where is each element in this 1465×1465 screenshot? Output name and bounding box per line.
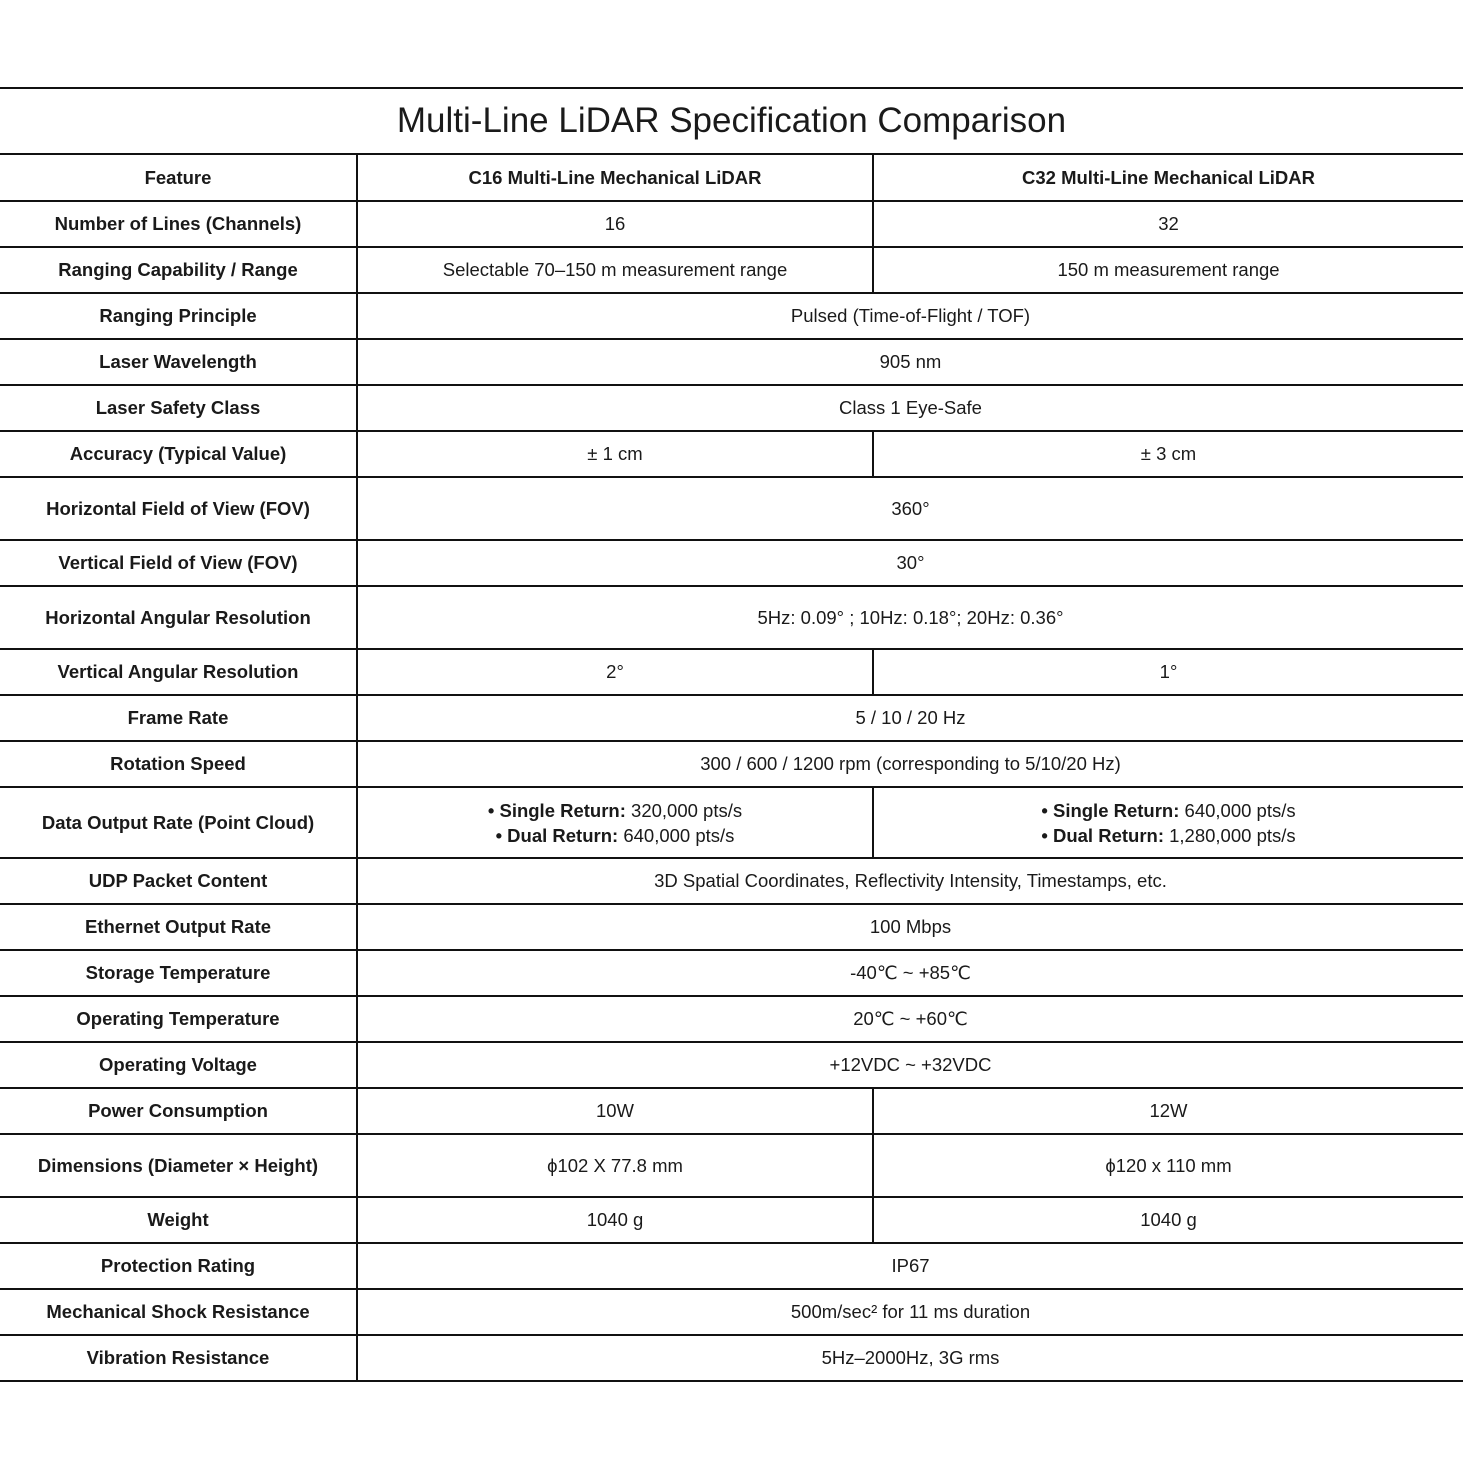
c16-cell: ± 1 cm [357, 431, 873, 477]
feature-cell: Ranging Capability / Range [0, 247, 357, 293]
table-row [0, 950, 1463, 996]
c16-cell [357, 787, 873, 858]
shared-cell: 5Hz: 0.09° ; 10Hz: 0.18°; 20Hz: 0.36° [357, 586, 1463, 649]
c32-cell: 1° [873, 649, 1463, 695]
table-row [0, 247, 1463, 293]
page-title: Multi-Line LiDAR Specification Comparison [0, 87, 1463, 155]
shared-cell: Class 1 Eye-Safe [357, 385, 1463, 431]
c16-cell: 10W [357, 1088, 873, 1134]
header-feature: Feature [0, 155, 357, 201]
feature-cell: Vertical Field of View (FOV) [0, 540, 357, 586]
shared-cell: 30° [357, 540, 1463, 586]
feature-cell: Vertical Angular Resolution [0, 649, 357, 695]
shared-cell: 300 / 600 / 1200 rpm (corresponding to 5/10/20 Hz) [357, 741, 1463, 787]
single-return-label: • Single Return: [487, 799, 626, 821]
c16-cell: 2° [357, 649, 873, 695]
table-row [0, 477, 1463, 540]
feature-cell: Ethernet Output Rate [0, 904, 357, 950]
table-row [0, 339, 1463, 385]
shared-cell: 3D Spatial Coordinates, Reflectivity Intensity, Timestamps, etc. [357, 858, 1463, 904]
c32-cell: 12W [873, 1088, 1463, 1134]
single-return-line [880, 798, 1457, 823]
shared-cell: 5Hz–2000Hz, 3G rms [357, 1335, 1463, 1381]
shared-cell: 905 nm [357, 339, 1463, 385]
c32-cell: 32 [873, 201, 1463, 247]
feature-cell: Weight [0, 1197, 357, 1243]
single-return-line [364, 798, 866, 823]
shared-cell: 5 / 10 / 20 Hz [357, 695, 1463, 741]
header-c32: C32 Multi-Line Mechanical LiDAR [873, 155, 1463, 201]
table-row [0, 904, 1463, 950]
feature-cell: Protection Rating [0, 1243, 357, 1289]
table-header-row [0, 155, 1463, 201]
c16-cell: 1040 g [357, 1197, 873, 1243]
shared-cell: 500m/sec² for 11 ms duration [357, 1289, 1463, 1335]
feature-cell: UDP Packet Content [0, 858, 357, 904]
table-row [0, 695, 1463, 741]
table-row [0, 293, 1463, 339]
c16-cell: Selectable 70–150 m measurement range [357, 247, 873, 293]
table-row [0, 741, 1463, 787]
c16-cell: 16 [357, 201, 873, 247]
single-return-value: 320,000 pts/s [625, 799, 743, 821]
c32-cell: ± 3 cm [873, 431, 1463, 477]
table-row [0, 586, 1463, 649]
feature-cell: Accuracy (Typical Value) [0, 431, 357, 477]
feature-cell: Storage Temperature [0, 950, 357, 996]
dual-return-value: 640,000 pts/s [618, 824, 735, 846]
shared-cell: 100 Mbps [357, 904, 1463, 950]
table-row [0, 1335, 1463, 1381]
shared-cell: Pulsed (Time-of-Flight / TOF) [357, 293, 1463, 339]
c32-cell [873, 787, 1463, 858]
spec-sheet [0, 87, 1463, 1382]
table-row [0, 1289, 1463, 1335]
table-row [0, 1042, 1463, 1088]
feature-cell: Rotation Speed [0, 741, 357, 787]
c32-cell: ϕ120 x 110 mm [873, 1134, 1463, 1197]
table-row [0, 996, 1463, 1042]
c32-cell: 150 m measurement range [873, 247, 1463, 293]
feature-cell: Power Consumption [0, 1088, 357, 1134]
feature-cell: Data Output Rate (Point Cloud) [0, 787, 357, 858]
table-row [0, 858, 1463, 904]
table-row [0, 201, 1463, 247]
feature-cell: Operating Temperature [0, 996, 357, 1042]
spec-table [0, 155, 1463, 1382]
feature-cell: Horizontal Angular Resolution [0, 586, 357, 649]
table-row [0, 1197, 1463, 1243]
feature-cell: Ranging Principle [0, 293, 357, 339]
table-row [0, 1243, 1463, 1289]
feature-cell: Frame Rate [0, 695, 357, 741]
feature-cell: Horizontal Field of View (FOV) [0, 477, 357, 540]
table-row [0, 787, 1463, 858]
table-row [0, 1088, 1463, 1134]
table-row [0, 1134, 1463, 1197]
dual-return-label: • Dual Return: [495, 824, 619, 846]
shared-cell: IP67 [357, 1243, 1463, 1289]
feature-cell: Number of Lines (Channels) [0, 201, 357, 247]
table-row [0, 540, 1463, 586]
dual-return-line [880, 823, 1457, 848]
table-row [0, 649, 1463, 695]
table-row [0, 431, 1463, 477]
single-return-label: • Single Return: [1041, 799, 1180, 821]
dual-return-label: • Dual Return: [1041, 824, 1164, 846]
c16-cell: ϕ102 X 77.8 mm [357, 1134, 873, 1197]
table-row [0, 385, 1463, 431]
feature-cell: Mechanical Shock Resistance [0, 1289, 357, 1335]
shared-cell: 360° [357, 477, 1463, 540]
feature-cell: Dimensions (Diameter × Height) [0, 1134, 357, 1197]
shared-cell: +12VDC ~ +32VDC [357, 1042, 1463, 1088]
header-c16: C16 Multi-Line Mechanical LiDAR [357, 155, 873, 201]
feature-cell: Operating Voltage [0, 1042, 357, 1088]
feature-cell: Vibration Resistance [0, 1335, 357, 1381]
feature-cell: Laser Safety Class [0, 385, 357, 431]
feature-cell: Laser Wavelength [0, 339, 357, 385]
dual-return-value: 1,280,000 pts/s [1163, 824, 1296, 846]
shared-cell: 20℃ ~ +60℃ [357, 996, 1463, 1042]
shared-cell: -40℃ ~ +85℃ [357, 950, 1463, 996]
dual-return-line [364, 823, 866, 848]
c32-cell: 1040 g [873, 1197, 1463, 1243]
single-return-value: 640,000 pts/s [1179, 799, 1296, 821]
